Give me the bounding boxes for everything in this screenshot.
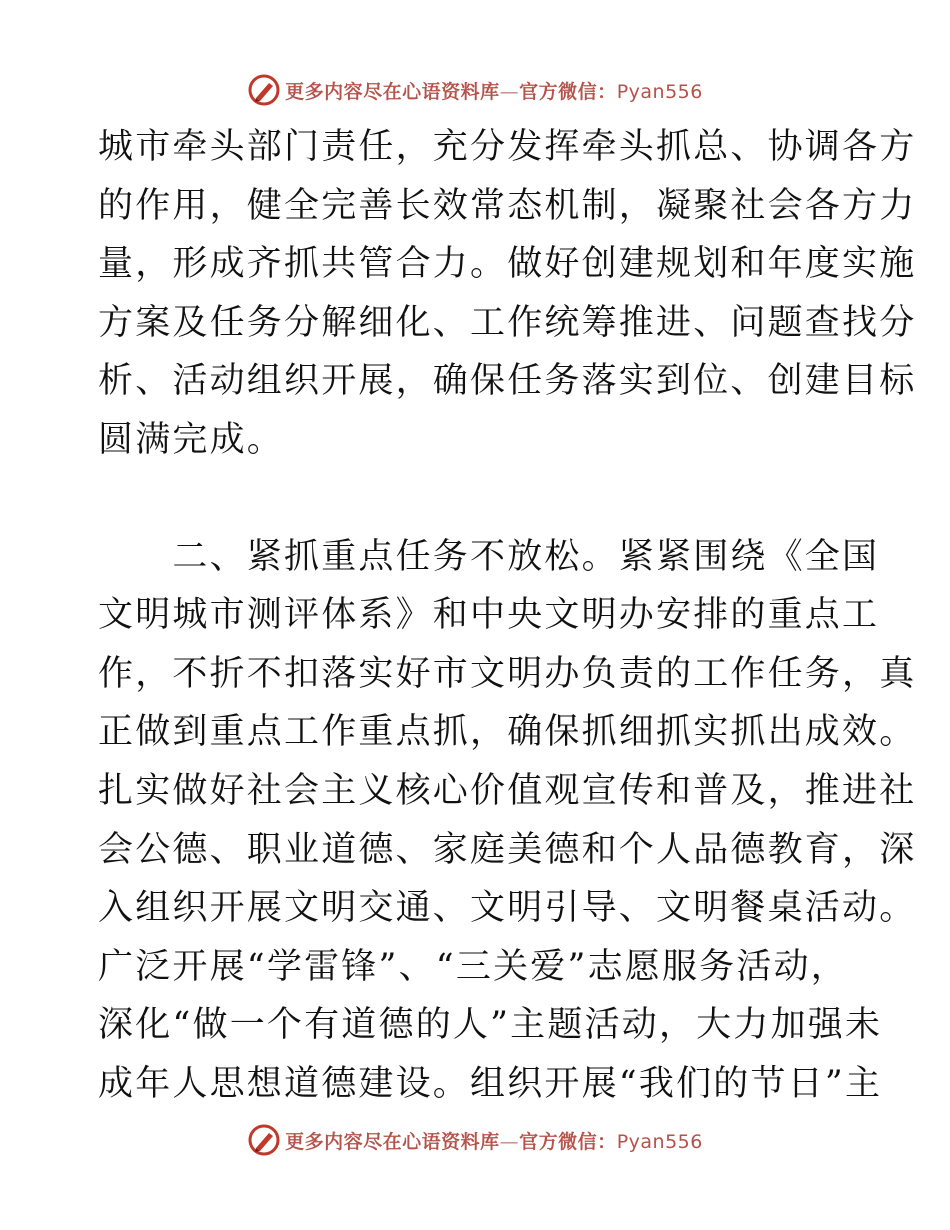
text-line: 城市牵头部门责任，充分发挥牵头抓总、协调各方 (98, 127, 917, 167)
text-line: 会公德、职业道德、家庭美德和个人品德教育，深 (98, 829, 917, 870)
paragraph (98, 118, 917, 470)
banner-wechat-label: 官方微信： (519, 80, 617, 103)
text-line: 入组织开展文明交通、文明引导、文明餐桌活动。 (98, 888, 917, 929)
banner-title: 更多内容尽在心语资料库 (285, 80, 500, 103)
text-line: 扎实做好社会主义核心价值观宣传和普及，推进社 (98, 770, 917, 811)
text-line: 正做到重点工作重点抓，确保抓细抓实抓出成效。 (98, 712, 917, 753)
pen-logo-icon (247, 73, 281, 107)
text-line: 作，不折不扣落实好市文明办负责的工作任务，真 (98, 653, 917, 694)
banner-separator: — (499, 1130, 520, 1153)
text-line: 成年人思想道德建设。组织开展“我们的节日”主 (98, 1063, 883, 1104)
text-line: 文明城市测评体系》和中央文明办安排的重点工 (98, 595, 880, 636)
document-body (98, 118, 917, 1114)
paragraph-gap (98, 470, 858, 528)
banner-separator: — (499, 80, 520, 103)
text-line: 二、紧抓重点任务不放松。紧紧围绕《全国 (98, 536, 880, 577)
footer-banner (0, 1120, 950, 1160)
text-line: 广泛开展“学雷锋”、“三关爱”志愿服务活动， (98, 946, 848, 987)
banner-wechat-id: Pyan556 (616, 1130, 703, 1153)
text-line: 方案及任务分解细化、工作统筹推进、问题查找分 (98, 302, 917, 343)
text-line: 深化“做一个有道德的人”主题活动，大力加强未 (98, 1005, 883, 1046)
header-banner (0, 70, 950, 110)
text-line: 圆满完成。 (98, 419, 285, 460)
paragraph (98, 528, 917, 1114)
banner-wechat-id: Pyan556 (616, 80, 703, 103)
banner-title: 更多内容尽在心语资料库 (285, 1130, 500, 1153)
banner-text (285, 1127, 703, 1154)
banner-text (285, 77, 703, 104)
text-line: 量，形成齐抓共管合力。做好创建规划和年度实施 (98, 244, 917, 285)
text-line: 的作用，健全完善长效常态机制，凝聚社会各方力 (98, 185, 917, 226)
pen-logo-icon (247, 1123, 281, 1157)
banner-wechat-label: 官方微信： (519, 1130, 617, 1153)
text-line: 析、活动组织开展，确保任务落实到位、创建目标 (98, 361, 917, 402)
